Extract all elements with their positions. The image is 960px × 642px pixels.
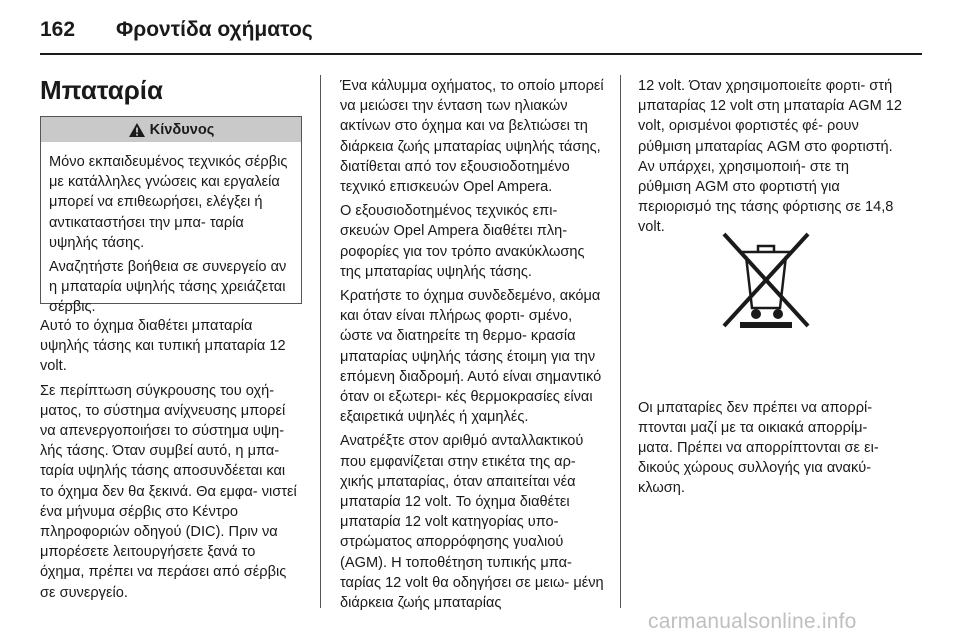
warning-paragraph: Μόνο εκπαιδευμένος τεχνικός σέρβις με κατάλληλες γνώσεις και εργαλεία μπορεί να επιθεωρήσει, ελέγξει ή αντικαταστήσει την μπα- ταρία υψηλής τάσης. <box>49 154 288 251</box>
column-divider <box>620 75 621 608</box>
page-header <box>40 18 313 42</box>
body-paragraph: Ανατρέξτε στον αριθμό ανταλλακτικού που εμφανίζεται στην ετικέτα της αρ- χικής μπαταρίας, όταν απαιτείται νέα μπαταρία 12 volt. Το όχημα διαθέτει μπαταρία 12 volt κατηγορίας υπο- στρώματος απορρόφησης γυαλιού (AGM). Η τοποθέτηση τυπικής μπα- ταρίας 12 volt θα οδηγήσει σε μειω- μένη διάρκεια ζωής μπαταρίας <box>340 433 604 612</box>
column-2 <box>340 76 605 617</box>
danger-warning-box <box>40 116 302 316</box>
body-paragraph: Σε περίπτωση σύγκρουσης του οχή- ματος, το σύστημα ανίχνευσης μπορεί να απενεργοποιήσει το σύστημα υψη- λής τάσης. Όταν συμβεί αυτό, η μπα- ταρία υψηλής τάσης αποσυνδέεται και το όχημα δεν θα ξεκινά. Θα εμφα- νιστεί ένα μήνυμα σέρβις στο Κέντρο πληροφοριών οδηγού (DIC). Πριν να μπορέσετε λειτουργήσετε ξανά το όχημα, πρέπει να περάσει από σέρβις σε συνεργείο. <box>40 382 297 601</box>
warning-paragraph: Αναζητήστε βοήθεια σε συνεργείο αν η μπαταρία υψηλής τάσης χρειάζεται σέρβις. <box>49 259 287 316</box>
warning-triangle-icon <box>128 122 146 138</box>
body-paragraph: 12 volt. Όταν χρησιμοποιείτε φορτι- στή μπαταρίας 12 volt στη μπαταρία AGM 12 volt, ορισμένοι φορτιστές φέ- ρουν ρύθμιση μπαταρίας AGM στο φορτιστή. Αν υπάρχει, χρησιμοποιή- στε τη ρύθμιση AGM στο φορτιστή για περιορισμό της τάσης φόρτισης σε 14,8 volt. <box>638 78 903 236</box>
warning-title: Κίνδυνος <box>149 121 215 138</box>
body-paragraph: Ένα κάλυμμα οχήματος, το οποίο μπορεί να μειώσει την ένταση των ηλιακών ακτίνων στο όχημα και να βελτιώσει τη διάρκεια ζωής μπαταρίας υψηλής τάσης, διατίθεται από τον εξουσιοδοτημένο τεχνικό επισκευών Opel Ampera. <box>340 78 604 196</box>
column-1 <box>40 316 302 607</box>
body-paragraph: Κρατήστε το όχημα συνδεδεμένο, ακόμα και όταν είναι πλήρως φορτι- σμένο, ώστε να διατηρείτε τη θερμο- κρασία μπαταρίας υψηλής τάσης έτοιμη για την επόμενη διαδρομή. Αυτό είναι σημαντικό όταν οι εξωτερι- κές θερμοκρασίες είναι εξαιρετικά υψηλές ή χαμηλές. <box>340 288 602 426</box>
page-number: 162 <box>40 18 76 41</box>
body-paragraph: Αυτό το όχημα διαθέτει μπαταρία υψηλής τάσης και τυπική μπαταρία 12 volt. <box>40 318 286 375</box>
column-divider <box>320 75 321 608</box>
header-rule <box>40 53 922 55</box>
page-title: Φροντίδα οχήματος <box>116 18 313 41</box>
crossed-out-wheelie-bin-icon <box>720 228 812 332</box>
warning-header <box>41 117 301 142</box>
watermark: carmanualsonline.info <box>648 610 857 633</box>
body-paragraph: Ο εξουσιοδοτημένος τεχνικός επι- σκευών Opel Ampera διαθέτει πλη- ροφορίες για τον τρόπο ανακύκλωσης της μπαταρίας υψηλής τάσης. <box>340 203 585 280</box>
section-title: Μπαταρία <box>40 75 163 105</box>
body-paragraph: Οι μπαταρίες δεν πρέπει να απορρί- πτονται μαζί με τα οικιακά απορρίμ- ματα. Πρέπει να απορρίπτονται σε ει- δικούς χώρους συλλογής για ανακύ- κλωση. <box>638 399 879 497</box>
